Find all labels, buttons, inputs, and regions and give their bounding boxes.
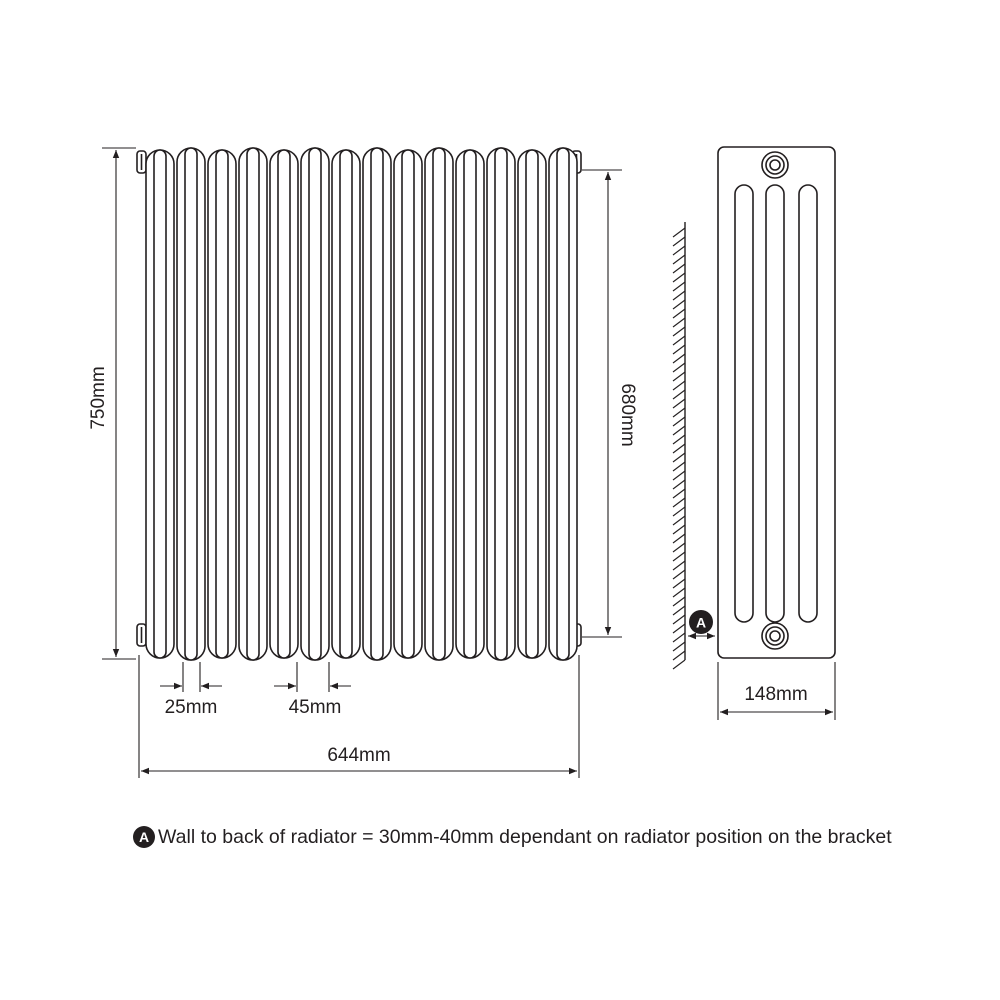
wall-gap-marker-letter: A (695, 614, 707, 631)
label-overall-width: 644mm (327, 745, 391, 766)
valve-stub-bottom-left (137, 624, 146, 646)
hatch-stroke (673, 588, 685, 597)
side-slot-left (735, 185, 753, 622)
hatch-stroke (673, 516, 685, 525)
footnote-text: Wall to back of radiator = 30mm-40mm dependant on radiator position on the bracket (158, 825, 892, 848)
radiator-tube-back-inner (526, 150, 538, 658)
footnote (133, 823, 892, 851)
hatch-stroke (673, 606, 685, 615)
hatch-stroke (673, 327, 685, 336)
valve-stub-top-left (137, 151, 146, 173)
radiator-tube-front-inner (247, 148, 259, 660)
hatch-stroke (673, 237, 685, 246)
hatch-stroke (673, 354, 685, 363)
hatch-stroke (673, 417, 685, 426)
top-pipe-connection-icon (762, 152, 788, 178)
radiator-tube-front-inner (309, 148, 321, 660)
bottom-pipe-connection-icon (762, 623, 788, 649)
hatch-stroke (673, 498, 685, 507)
hatch-stroke (673, 336, 685, 345)
radiator-tube-front-inner (433, 148, 445, 660)
wall-gap-marker (689, 610, 713, 634)
hatch-stroke (673, 570, 685, 579)
hatch-stroke (673, 480, 685, 489)
radiator-tube-back-inner (278, 150, 290, 658)
radiator-columns (146, 148, 577, 660)
hatch-stroke (673, 399, 685, 408)
radiator-tube-back-inner (464, 150, 476, 658)
hatch-stroke (673, 624, 685, 633)
hatch-stroke (673, 345, 685, 354)
label-column-pitch: 45mm (288, 697, 342, 718)
hatch-stroke (673, 381, 685, 390)
hatch-stroke (673, 300, 685, 309)
hatch-stroke (673, 534, 685, 543)
hatch-stroke (673, 660, 685, 669)
label-overall-height: 750mm (88, 366, 109, 430)
radiator-tube-front-inner (185, 148, 197, 660)
hatch-stroke (673, 426, 685, 435)
hatch-stroke (673, 444, 685, 453)
hatch-stroke (673, 561, 685, 570)
hatch-stroke (673, 435, 685, 444)
hatch-stroke (673, 453, 685, 462)
radiator-side-view (718, 147, 835, 658)
radiator-tube-back-inner (154, 150, 166, 658)
hatch-stroke (673, 255, 685, 264)
radiator-tube-front-inner (371, 148, 383, 660)
label-end-gap: 25mm (164, 697, 218, 718)
radiator-tube-front-inner (495, 148, 507, 660)
hatch-stroke (673, 318, 685, 327)
hatch-stroke (673, 579, 685, 588)
hatch-stroke (673, 525, 685, 534)
hatch-stroke (673, 597, 685, 606)
hatch-stroke (673, 363, 685, 372)
radiator-tube-back-inner (340, 150, 352, 658)
hatch-stroke (673, 507, 685, 516)
side-dimensions (688, 636, 835, 720)
hatch-stroke (673, 642, 685, 651)
hatch-stroke (673, 264, 685, 273)
label-depth: 148mm (744, 684, 808, 705)
label-pipe-centres: 680mm (617, 383, 638, 447)
hatch-stroke (673, 615, 685, 624)
hatch-stroke (673, 228, 685, 237)
hatch-stroke (673, 291, 685, 300)
hatch-stroke (673, 372, 685, 381)
radiator-tube-back-inner (402, 150, 414, 658)
radiator-tube-back-inner (216, 150, 228, 658)
hatch-stroke (673, 246, 685, 255)
wall-hatching (673, 222, 685, 669)
hatch-stroke (673, 651, 685, 660)
hatch-stroke (673, 633, 685, 642)
hatch-stroke (673, 471, 685, 480)
hatch-stroke (673, 282, 685, 291)
radiator-front-view (137, 148, 581, 660)
hatch-stroke (673, 273, 685, 282)
hatch-stroke (673, 408, 685, 417)
hatch-stroke (673, 552, 685, 561)
hatch-stroke (673, 489, 685, 498)
side-slot-middle (766, 185, 784, 622)
footnote-marker: A (133, 826, 155, 848)
side-slot-right (799, 185, 817, 622)
hatch-stroke (673, 543, 685, 552)
radiator-tube-front-inner (557, 148, 569, 660)
hatch-stroke (673, 309, 685, 318)
hatch-stroke (673, 462, 685, 471)
hatch-stroke (673, 390, 685, 399)
